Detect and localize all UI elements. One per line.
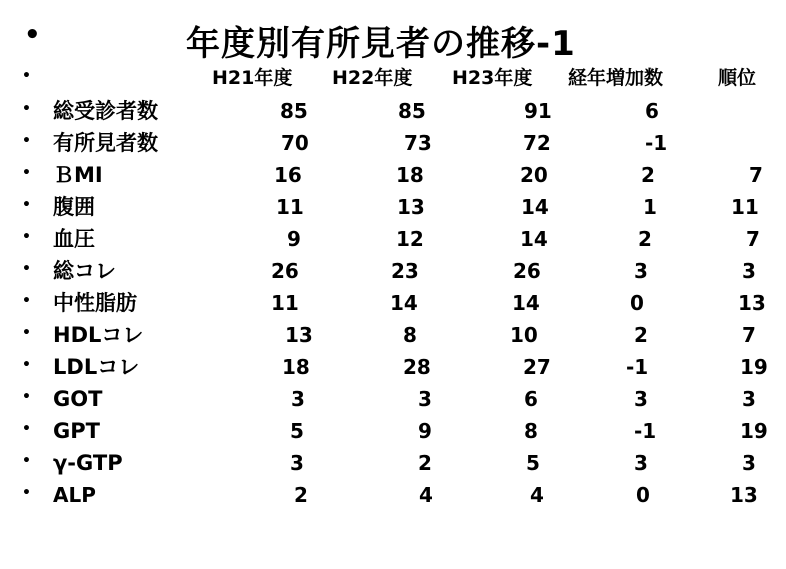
row-label: 腹囲 (53, 195, 95, 219)
cell-h23: 14 (520, 227, 548, 251)
cell-h23: 8 (524, 419, 538, 443)
cell-rank: 11 (731, 195, 759, 219)
cell-h21: 9 (287, 227, 301, 251)
cell-h22: 18 (396, 163, 424, 187)
table-row (0, 320, 786, 350)
header-h23: H23年度 (452, 67, 533, 89)
cell-h23: 4 (530, 483, 544, 507)
row-bullet: • (22, 165, 31, 181)
cell-h21: 3 (291, 387, 305, 411)
row-label: 血圧 (53, 227, 95, 251)
cell-increase: 1 (643, 195, 657, 219)
cell-h21: 2 (294, 483, 308, 507)
row-label: GPT (53, 419, 100, 443)
cell-increase: -1 (645, 131, 668, 155)
cell-h23: 26 (513, 259, 541, 283)
table-header-row (0, 63, 786, 93)
cell-increase: -1 (626, 355, 649, 379)
table-row (0, 480, 786, 510)
row-bullet: • (22, 325, 31, 341)
cell-h21: 3 (290, 451, 304, 475)
row-label: 総コレ (53, 259, 116, 283)
cell-h22: 2 (418, 451, 432, 475)
cell-increase: 3 (634, 451, 648, 475)
row-bullet: • (22, 389, 31, 405)
cell-h22: 13 (397, 195, 425, 219)
cell-h21: 26 (271, 259, 299, 283)
cell-increase: -1 (634, 419, 657, 443)
cell-h23: 10 (510, 323, 538, 347)
cell-h21: 11 (276, 195, 304, 219)
cell-h23: 14 (512, 291, 540, 315)
row-label: LDLコレ (53, 355, 140, 379)
cell-h22: 85 (398, 99, 426, 123)
cell-increase: 2 (641, 163, 655, 187)
cell-h22: 3 (418, 387, 432, 411)
row-label: HDLコレ (53, 323, 144, 347)
table-row (0, 448, 786, 478)
table-row (0, 384, 786, 414)
cell-h22: 73 (404, 131, 432, 155)
row-bullet: • (22, 68, 31, 84)
cell-h22: 12 (396, 227, 424, 251)
cell-h23: 91 (524, 99, 552, 123)
cell-h22: 23 (391, 259, 419, 283)
cell-rank: 13 (738, 291, 766, 315)
cell-increase: 2 (634, 323, 648, 347)
table-row (0, 256, 786, 286)
header-h21: H21年度 (212, 67, 293, 89)
cell-h23: 5 (526, 451, 540, 475)
table-row (0, 352, 786, 382)
row-label: 総受診者数 (53, 99, 158, 123)
row-bullet: • (22, 261, 31, 277)
header-rank: 順位 (718, 67, 757, 89)
row-label: 中性脂肪 (53, 291, 137, 315)
row-label: γ-GTP (53, 451, 123, 475)
cell-h23: 72 (523, 131, 551, 155)
cell-rank: 3 (742, 451, 756, 475)
cell-h22: 4 (419, 483, 433, 507)
table-row (0, 288, 786, 318)
row-bullet: • (22, 133, 31, 149)
header-h22: H22年度 (332, 67, 413, 89)
cell-increase: 6 (645, 99, 659, 123)
row-bullet: • (22, 421, 31, 437)
cell-h21: 70 (281, 131, 309, 155)
cell-rank: 3 (742, 259, 756, 283)
cell-h22: 8 (403, 323, 417, 347)
row-bullet: • (22, 101, 31, 117)
row-bullet: • (22, 293, 31, 309)
cell-increase: 3 (634, 387, 648, 411)
cell-h21: 85 (280, 99, 308, 123)
table-row (0, 160, 786, 190)
cell-h23: 27 (523, 355, 551, 379)
cell-h23: 20 (520, 163, 548, 187)
title-bullet: • (24, 20, 41, 50)
row-bullet: • (22, 453, 31, 469)
row-bullet: • (22, 485, 31, 501)
cell-rank: 3 (742, 387, 756, 411)
cell-h21: 5 (290, 419, 304, 443)
row-label: GOT (53, 387, 103, 411)
cell-h22: 28 (403, 355, 431, 379)
cell-increase: 2 (638, 227, 652, 251)
table-row (0, 96, 786, 126)
cell-h21: 13 (285, 323, 313, 347)
row-bullet: • (22, 357, 31, 373)
row-bullet: • (22, 197, 31, 213)
cell-increase: 0 (630, 291, 644, 315)
row-label: 有所見者数 (53, 131, 158, 155)
cell-h22: 9 (418, 419, 432, 443)
cell-h23: 6 (524, 387, 538, 411)
cell-h21: 18 (282, 355, 310, 379)
row-bullet: • (22, 229, 31, 245)
cell-rank: 7 (746, 227, 760, 251)
table-row (0, 416, 786, 446)
row-label: ALP (53, 483, 96, 507)
table-row (0, 192, 786, 222)
header-increase: 経年増加数 (568, 67, 664, 89)
cell-h21: 11 (271, 291, 299, 315)
cell-h22: 14 (390, 291, 418, 315)
cell-increase: 3 (634, 259, 648, 283)
table-row (0, 224, 786, 254)
cell-increase: 0 (636, 483, 650, 507)
cell-rank: 19 (740, 355, 768, 379)
cell-h21: 16 (274, 163, 302, 187)
cell-rank: 19 (740, 419, 768, 443)
cell-rank: 7 (742, 323, 756, 347)
table-row (0, 128, 786, 158)
slide-title: 年度別有所見者の推移-1 (186, 24, 576, 64)
row-label: ＢMI (53, 163, 103, 187)
cell-rank: 13 (730, 483, 758, 507)
cell-rank: 7 (749, 163, 763, 187)
cell-h23: 14 (521, 195, 549, 219)
